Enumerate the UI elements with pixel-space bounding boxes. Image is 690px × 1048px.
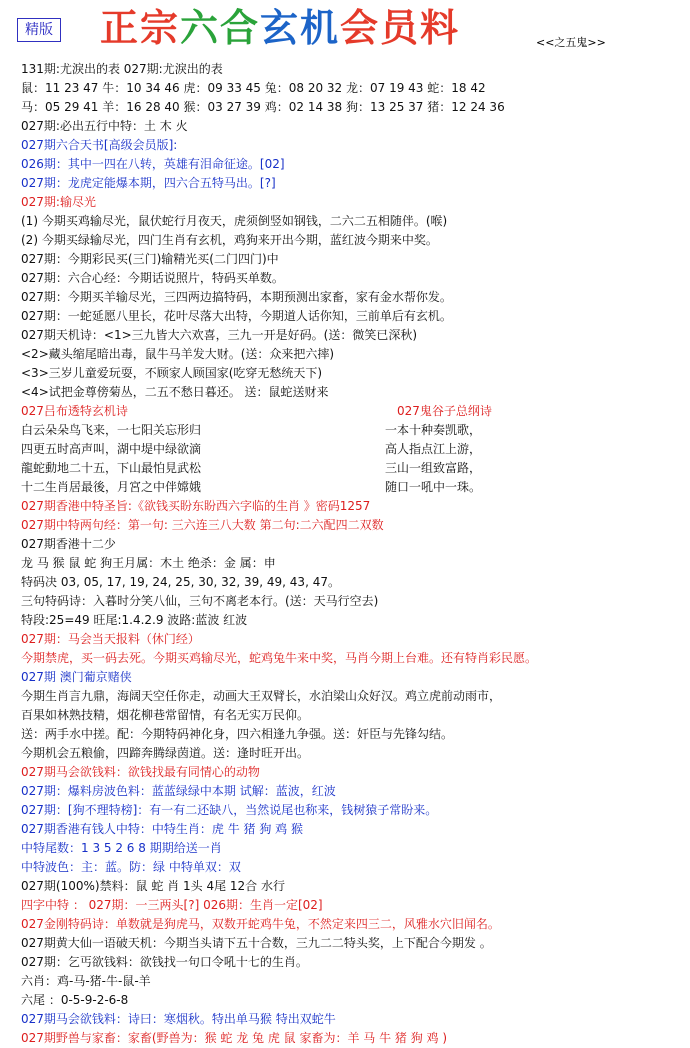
text-line: 龙 马 猴 鼠 蛇 狗王月属：木土 绝杀：金 属：申 xyxy=(21,556,276,570)
title-part-3: 玄机 xyxy=(260,5,341,50)
text-line: 027期马会欲钱料：诗曰：寒烟秋。特出单马猴 特出双蛇牛 xyxy=(21,1012,336,1026)
poem-line: 一本十种奏凯歌， xyxy=(385,423,482,437)
text-line: 027期 澳门葡京赌侠 xyxy=(21,670,132,684)
page-subtitle: <<之五鬼>> xyxy=(536,36,606,49)
poem-left-title: 027吕布透特玄机诗 xyxy=(21,404,128,418)
text-line: <2>藏头缩尾暗出毒，鼠牛马羊发大财。(送：众来把六摔) xyxy=(21,347,335,361)
text-line: 027期马会欲钱料：欲钱找最有同情心的动物 xyxy=(21,765,260,779)
text-line: 027期香港有钱人中特：中特生肖：虎 牛 猪 狗 鸡 猴 xyxy=(21,822,303,836)
text-line: 027期：六合心经：今期话说照片，特码买单数。 xyxy=(21,271,284,285)
header xyxy=(0,0,690,58)
text-line: 百果如林熟技精，烟花柳巷常留情，有名无实万民仰。 xyxy=(21,708,310,722)
poem-line: 龍蛇動地二十五，下山最怕見武松 xyxy=(21,461,202,475)
poem-section xyxy=(21,402,681,497)
section-lines-a xyxy=(21,60,681,402)
page-title xyxy=(100,6,460,50)
title-part-4: 会员料 xyxy=(340,5,461,50)
poem-right xyxy=(385,421,665,497)
title-part-1: 正宗 xyxy=(100,5,181,50)
text-line: 027期野兽与家畜：家畜(野兽为：猴 蛇 龙 兔 虎 鼠 家畜为：羊 马 牛 猪 狗 鸡 ) xyxy=(21,1031,448,1045)
text-line: 027期中特两句经：第一句: 三六连三八大数 第二句:二六配四二双数 xyxy=(21,518,384,532)
text-line: 马：05 29 41 羊：16 28 40 猴：03 27 39 鸡：02 14 38 狗：13 25 37 猪：12 24 36 xyxy=(21,100,505,114)
text-line: 027期：爆料房波色料：蓝蓝绿绿中本期 试解：蓝波，红波 xyxy=(21,784,336,798)
text-line: 027期六合天书[高级会员版]: xyxy=(21,138,178,152)
title-part-2: 六合 xyxy=(180,5,261,50)
text-line: (1) 今期买鸡输尽光，鼠伏蛇行月夜天，虎须倒竖如钢钱，二六二五相随伴。(喉) xyxy=(21,214,448,228)
text-line: 送：两手水中搓。配：今期特码神化身，四六相逢九争强。送：奸臣与先锋勾结。 xyxy=(21,727,454,741)
content-body xyxy=(21,60,681,1048)
text-line: 三句特码诗：入暮时分笑八仙，三句不离老本行。(送：天马行空去) xyxy=(21,594,379,608)
text-line: 131期:尤淚出的表 027期:尤淚出的表 xyxy=(21,62,223,76)
text-line: 027期(100%)禁料：鼠 蛇 肖 1头 4尾 12合 水行 xyxy=(21,879,286,893)
text-line: 今期机会五粮偷，四蹄奔腾绿茵道。送：逢时旺开出。 xyxy=(21,746,310,760)
text-line: 特段:25=49 旺尾:1.4.2.9 波路:蓝波 红波 xyxy=(21,613,248,627)
text-line: 特码决 03, 05, 17, 19, 24, 25, 30, 32, 39, 49, 43, 47。 xyxy=(21,575,340,589)
text-line: 027期：[狗不理特榜]：有一有二还缺八，当然说尾也称来，钱树猿子常盼来。 xyxy=(21,803,438,817)
text-line: 鼠：11 23 47 牛：10 34 46 虎：09 33 45 兔：08 20 32 龙：07 19 43 蛇：18 42 xyxy=(21,81,486,95)
poem-line: 三山一组致富路， xyxy=(385,461,482,475)
text-line: 027期：今期买羊输尽光，三四两边搞特码，本期预测出家畜，家有金水帮你发。 xyxy=(21,290,452,304)
poem-left xyxy=(21,421,381,497)
text-line: 四字中特 ： 027期：一三两头[?] 026期：生肖一定[02] xyxy=(21,898,323,912)
text-line: 六尾 ：0-5-9-2-6-8 xyxy=(21,993,129,1007)
text-line: 027期天机诗：<1>三九皆大六欢喜，三九一开是好码。(送：微笑已深秋) xyxy=(21,328,418,342)
text-line: 今期生肖言九鼎，海阔天空任你走，动画大王双臂长，水泊梁山众好汉。鸡立虎前动雨市， xyxy=(21,689,502,703)
text-line: <4>试把金尊傍菊丛，二五不愁日暮还。 送：鼠蛇送财来 xyxy=(21,385,329,399)
text-line: 今期禁虎，买一码去死。今期买鸡输尽光，蛇鸡兔牛来中奖，马肖今期上台难。还有特肖彩民愿。 xyxy=(21,651,538,665)
text-line: 027期：龙虎定能爆本期，四六合五特马出。[?] xyxy=(21,176,276,190)
poem-line: 十二生肖居最後，月宮之中伴嫦娥 xyxy=(21,480,202,494)
poem-line: 白云朵朵鸟飞来，一七阳关忘形归 xyxy=(21,423,202,437)
text-line: 中特尾数：1 3 5 2 6 8 期期给送一肖 xyxy=(21,841,222,855)
text-line: 027期：乞丐欲钱料：欲钱找一句口令吼十七的生肖。 xyxy=(21,955,308,969)
text-line: 027期：马会当天报料（休门经） xyxy=(21,632,200,646)
text-line: 027期：一蛇延愿八里长，花叶尽落大出特，今期道人话你知，三前单后有玄机。 xyxy=(21,309,452,323)
text-line: 027期:必出五行中特：土 木 火 xyxy=(21,119,188,133)
text-line: 中特波色：主：蓝。防：绿 中特单双：双 xyxy=(21,860,241,874)
text-line: 026期：其中一四在八转，英雄有泪命征途。[02] xyxy=(21,157,285,171)
text-line: 027期：今期彩民买(三门)输精光买(二门四门)中 xyxy=(21,252,279,266)
poem-right-title: 027鬼谷子总纲诗 xyxy=(397,404,492,418)
edition-badge: 精版 xyxy=(17,18,61,42)
section-lines-b xyxy=(21,497,681,1048)
text-line: 027期:输尽光 xyxy=(21,195,96,209)
poem-line: 四更五时高声叫，湖中堤中绿欲滴 xyxy=(21,442,202,456)
poem-line: 高人指点江上游， xyxy=(385,442,482,456)
text-line: 027期黄大仙一语破天机：今期当头请下五十合数，三九二二特头奖，上下配合今期发 。 xyxy=(21,936,492,950)
text-line: <3>三岁儿童爱玩耍，不顾家人顾国家(吃穿无愁统天下) xyxy=(21,366,323,380)
text-line: (2) 今期买绿输尽光，四门生肖有玄机，鸡狗来开出今期，蓝红波今期来中奖。 xyxy=(21,233,438,247)
text-line: 六肖：鸡-马-猪-牛-鼠-羊 xyxy=(21,974,151,988)
text-line: 027金刚特码诗：单数就是狗虎马，双数开蛇鸡牛兔，不然定来四三二，风雅水穴旧闻名。 xyxy=(21,917,500,931)
text-line: 027期香港十二少 xyxy=(21,537,116,551)
poem-line: 随口一吼中一珠。 xyxy=(385,480,482,494)
text-line: 027期香港中特圣旨:《欲钱买盼东盼西六字临的生肖 》密码1257 xyxy=(21,499,371,513)
